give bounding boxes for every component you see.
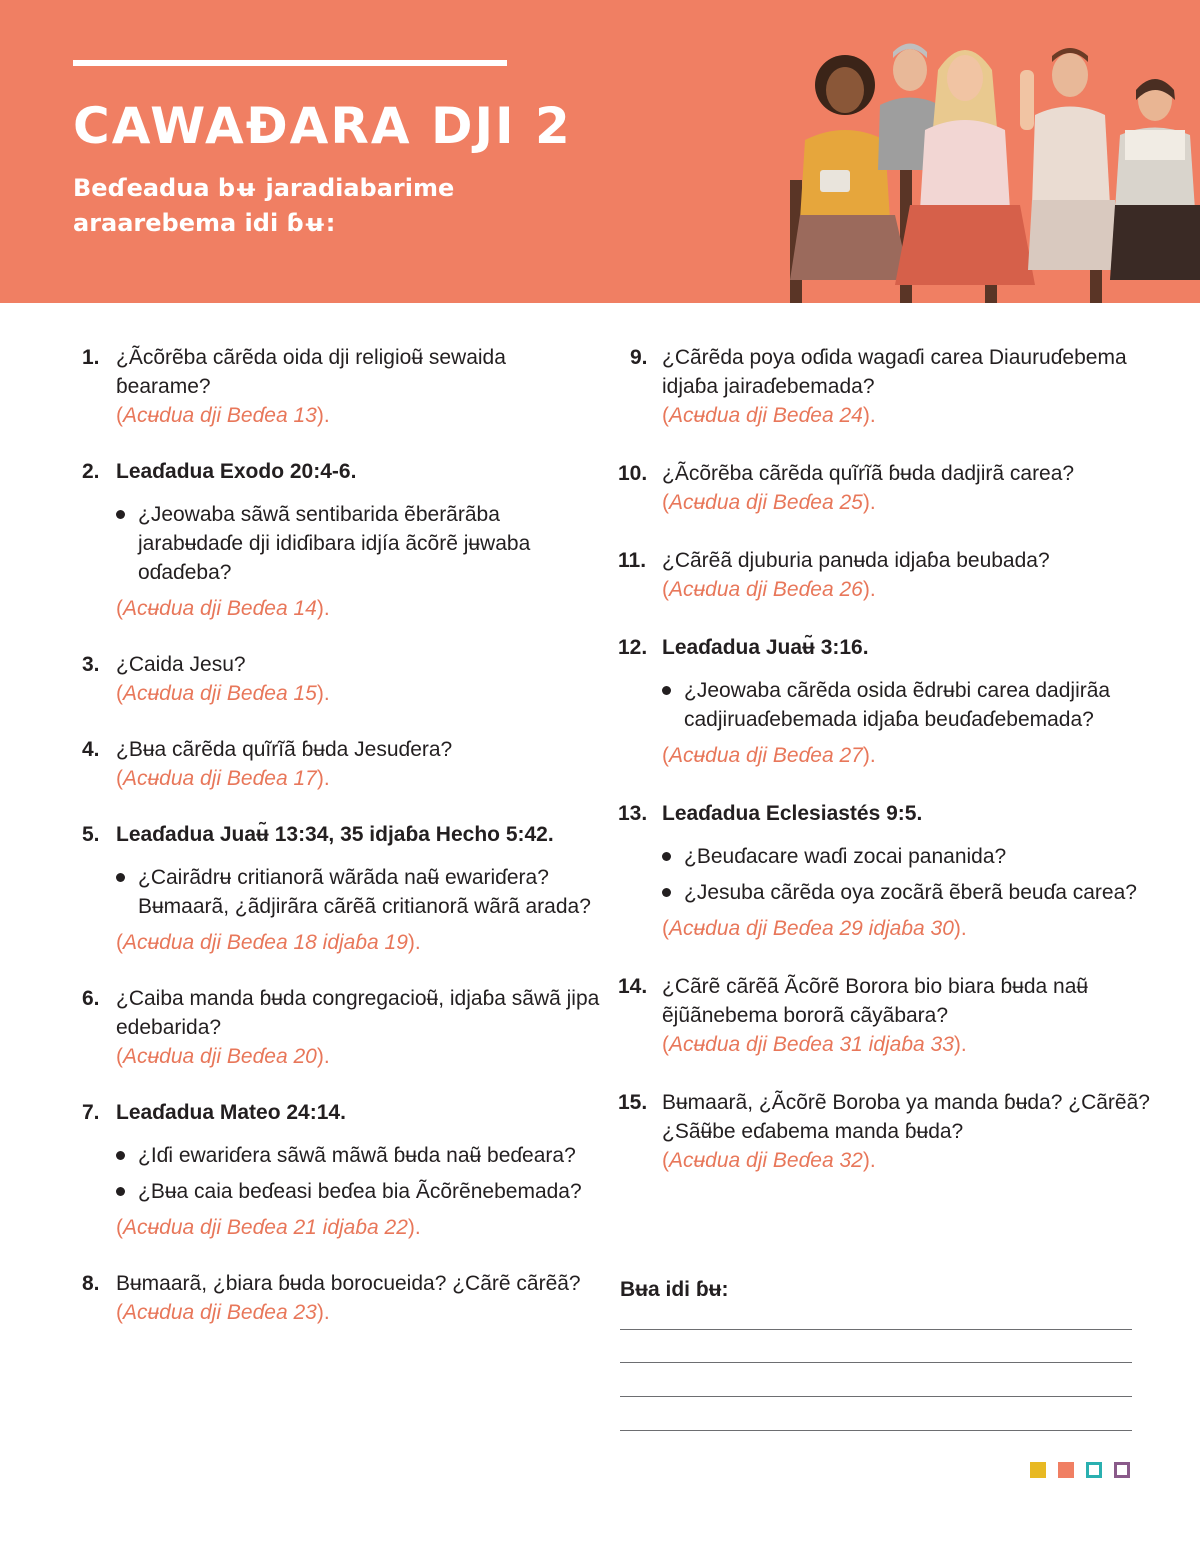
reference-link[interactable]: (Acʉdua dji Beɗea 18 idjaɓa 19). (116, 931, 421, 954)
reference-link[interactable]: (Acʉdua dji Beɗea 15). (116, 682, 330, 705)
question-item (82, 820, 602, 957)
question-text: ¿Ãcõrẽba cãrẽda oida dji religioʉ̃ sewaida ɓearame? (116, 346, 506, 398)
bullet-item: ¿Beuɗacare waɗi zocai pananida? (662, 842, 1158, 871)
reference-link[interactable]: (Acʉdua dji Beɗea 25). (662, 491, 876, 514)
question-item (82, 1098, 602, 1242)
reference-link[interactable]: (Acʉdua dji Beɗea 14). (116, 597, 330, 620)
question-item (82, 457, 602, 623)
bullet-item: ¿Bʉa caia beɗeasi beɗea bia Ãcõrẽnebemada? (116, 1177, 602, 1206)
note-line[interactable] (620, 1430, 1132, 1431)
bullet-icon (662, 686, 671, 695)
question-number: 2. (82, 460, 100, 483)
bullet-icon (116, 1187, 125, 1196)
bullet-icon (662, 852, 671, 861)
question-item (618, 633, 1158, 770)
reference-link[interactable]: (Acʉdua dji Beɗea 24). (662, 404, 876, 427)
question-number: 15. (618, 1091, 648, 1114)
question-number: 13. (618, 802, 648, 825)
question-item (82, 650, 602, 708)
note-line[interactable] (620, 1362, 1132, 1363)
bullet-icon (116, 1151, 125, 1160)
header-rule (73, 60, 507, 66)
reference-link[interactable]: (Acʉdua dji Beɗea 31 idjaɓa 33). (662, 1033, 967, 1056)
question-text: Leaɗadua Juaʉ̃ 13:34, 35 idjaɓa Hecho 5:42. (116, 823, 554, 846)
reference-link[interactable]: (Acʉdua dji Beɗea 13). (116, 404, 330, 427)
bullet-list (662, 676, 1158, 734)
question-number: 6. (82, 987, 100, 1010)
question-number: 11. (618, 549, 647, 572)
reference-link[interactable]: (Acʉdua dji Beɗea 29 idjaɓa 30). (662, 917, 967, 940)
reference-link[interactable]: (Acʉdua dji Beɗea 21 idjaɓa 22). (116, 1216, 421, 1239)
reference-link[interactable]: (Acʉdua dji Beɗea 32). (662, 1149, 876, 1172)
teal-square-outline-icon (1086, 1462, 1102, 1478)
bullet-icon (662, 888, 671, 897)
purple-square-outline-icon (1114, 1462, 1130, 1478)
bullet-list (662, 842, 1158, 907)
notes-label: Bʉa idi ɓʉ: (620, 1278, 729, 1301)
question-text: Leaɗadua Exodo 20:4-6. (116, 460, 357, 483)
question-text: Bʉmaarã, ¿Ãcõrẽ Boroba ya manda ɓʉda? ¿Cãrẽã? ¿Sãʉ̃be eɗabema manda ɓʉda? (662, 1091, 1150, 1143)
question-item (82, 343, 602, 430)
question-text: Leaɗadua Mateo 24:14. (116, 1101, 346, 1124)
question-number: 3. (82, 653, 100, 676)
bullet-item: ¿Jeowaba sãwã sentibarida ẽberãrãba jarabʉdaɗe dji idiɗibara idjía ãcõrẽ jʉwaba oɗaɗeba? (116, 500, 602, 587)
note-line[interactable] (620, 1329, 1132, 1330)
bullet-item: ¿Iɗi ewariɗera sãwã mãwã ɓʉda naʉ̃ beɗeara? (116, 1141, 602, 1170)
reference-link[interactable]: (Acʉdua dji Beɗea 17). (116, 767, 330, 790)
question-text: ¿Cãrẽã djuburia panʉda idjaɓa beubada? (662, 549, 1050, 572)
question-text: ¿Bʉa cãrẽda quĩrĩã ɓʉda Jesuɗera? (116, 738, 453, 761)
salmon-square-icon (1058, 1462, 1074, 1478)
question-text: ¿Cãrẽ cãrẽã Ãcõrẽ Borora bio biara ɓʉda naʉ̃ ẽjũãnebema bororã cãyãbara? (662, 975, 1089, 1027)
question-text: Bʉmaarã, ¿biara ɓʉda borocueida? ¿Cãrẽ cãrẽã? (116, 1272, 581, 1295)
bullet-item: ¿Jeowaba cãrẽda osida ẽdrʉbi carea dadjirãa cadjiruaɗebemada idjaɓa beuɗaɗebemada? (662, 676, 1158, 734)
bullet-list (116, 863, 602, 921)
bullet-icon (116, 510, 125, 519)
question-item (82, 735, 602, 793)
note-line[interactable] (620, 1396, 1132, 1397)
question-item (618, 459, 1158, 517)
bullet-list (116, 500, 602, 587)
reference-link[interactable]: (Acʉdua dji Beɗea 26). (662, 578, 876, 601)
question-number: 1. (82, 346, 100, 369)
questions-column-right (618, 343, 1158, 1175)
yellow-square-icon (1030, 1462, 1046, 1478)
question-item (618, 343, 1158, 430)
reference-link[interactable]: (Acʉdua dji Beɗea 20). (116, 1045, 330, 1068)
question-text: ¿Caiba manda ɓʉda congregacioʉ̃, idjaɓa sãwã jipa edebarida? (116, 987, 600, 1039)
question-number: 12. (618, 636, 648, 659)
reference-link[interactable]: (Acʉdua dji Beɗea 23). (116, 1301, 330, 1324)
question-number: 14. (618, 975, 648, 998)
bullet-item: ¿Jesuba cãrẽda oya zocãrã ẽberã beuɗa carea? (662, 878, 1158, 907)
bullet-item: ¿Cairãdrʉ critianorã wãrãda naʉ̃ ewariɗera? Bʉmaarã, ¿ãdjirãra cãrẽã critianorã wãrã arada? (116, 863, 602, 921)
page-title: CAWAƉARA DJI 2 (73, 97, 572, 155)
header-banner (0, 0, 1200, 303)
question-number: 10. (618, 462, 648, 485)
question-item (618, 799, 1158, 943)
question-text: Leaɗadua Eclesiastés 9:5. (662, 802, 923, 825)
question-item (82, 984, 602, 1071)
question-item (82, 1269, 602, 1327)
reference-link[interactable]: (Acʉdua dji Beɗea 27). (662, 744, 876, 767)
bullet-icon (116, 873, 125, 882)
question-number: 4. (82, 738, 100, 761)
people-illustration (770, 30, 1200, 303)
question-number: 7. (82, 1101, 100, 1124)
question-item (618, 1088, 1158, 1175)
question-text: ¿Cãrẽda poya oɗida wagaɗi carea Diauruɗebema idjaɓa jairaɗebemada? (662, 346, 1127, 398)
question-number: 9. (630, 346, 648, 369)
question-item (618, 546, 1158, 604)
questions-column-left (82, 343, 602, 1327)
question-item (618, 972, 1158, 1059)
question-text: ¿Caida Jesu? (116, 653, 246, 676)
question-text: Leaɗadua Juaʉ̃ 3:16. (662, 636, 869, 659)
bullet-list (116, 1141, 602, 1206)
page-subtitle: Beɗeadua bʉ jaradiabarime araarebema idi ɓʉ: (73, 174, 455, 237)
question-number: 8. (82, 1272, 100, 1295)
question-text: ¿Ãcõrẽba cãrẽda quĩrĩã ɓʉda dadjirã carea? (662, 462, 1075, 485)
question-number: 5. (82, 823, 100, 846)
